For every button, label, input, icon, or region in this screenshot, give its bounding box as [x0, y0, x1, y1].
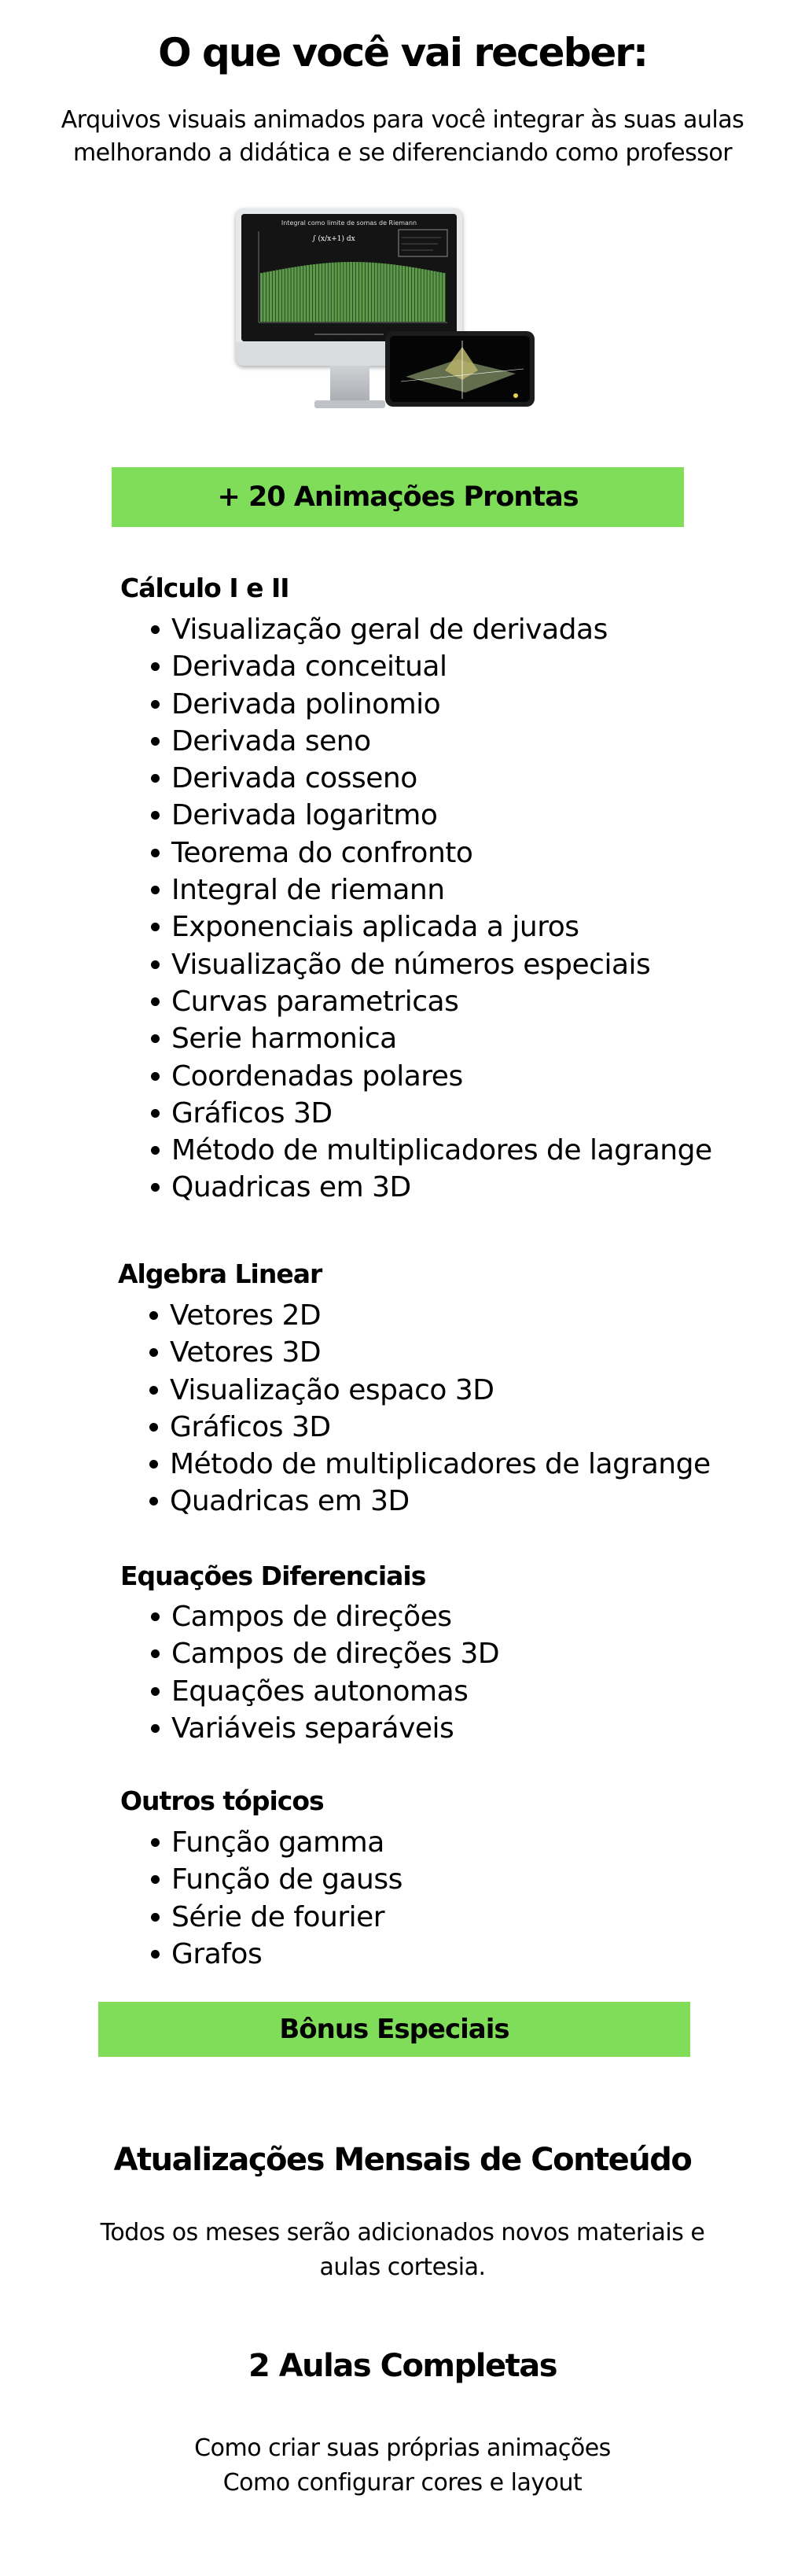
riemann-bar — [291, 267, 293, 322]
riemann-bar — [353, 262, 355, 322]
list-item: Vetores 2D — [170, 1297, 711, 1334]
riemann-bar — [310, 264, 312, 322]
riemann-bar — [307, 265, 309, 322]
riemann-bar — [334, 263, 336, 322]
bonus-banner: Bônus Especiais — [98, 2002, 690, 2057]
riemann-bar — [270, 271, 272, 322]
riemann-bar — [415, 268, 417, 322]
topic-list-outros-topicos — [171, 1824, 402, 1973]
list-item: Função de gauss — [171, 1861, 402, 1898]
subtitle-line-1: Arquivos visuais animados para você integrar às suas aulas — [61, 106, 744, 134]
list-item: Serie harmonica — [171, 1020, 712, 1057]
riemann-bar — [436, 272, 439, 322]
riemann-bar — [399, 266, 402, 322]
page-title: O que você vai receber: — [158, 30, 647, 76]
riemann-bar — [387, 264, 389, 322]
riemann-bar — [266, 272, 269, 322]
riemann-bar — [384, 263, 386, 322]
list-item: Método de multiplicadores de lagrange — [170, 1446, 711, 1483]
subtitle-line-2: melhorando a didática e se diferenciando como professor — [72, 139, 733, 167]
riemann-bar — [303, 266, 306, 322]
list-item: Campos de direções — [171, 1598, 499, 1635]
list-item: Gráficos 3D — [170, 1409, 711, 1446]
monitor-stand-base — [314, 400, 385, 408]
list-item: Campos de direções 3D — [171, 1635, 499, 1672]
bonus-updates-line-2: aulas cortesia. — [319, 2254, 486, 2281]
list-item: Teorema do confronto — [171, 835, 712, 872]
riemann-bar — [430, 271, 432, 322]
riemann-bar — [393, 264, 395, 322]
riemann-bar — [375, 263, 377, 322]
bonus-updates-line-1: Todos os meses serão adicionados novos materiais e — [100, 2219, 705, 2246]
riemann-bar — [427, 270, 429, 322]
riemann-bar — [424, 270, 426, 322]
riemann-bar — [260, 273, 263, 322]
svg-text:▁▁▁▁▁▁▁▁▁▁▁▁▁▁▁▁▁▁▁: ▁▁▁▁▁▁▁▁▁▁▁▁▁▁▁▁▁▁▁ — [314, 330, 384, 335]
riemann-bar — [319, 263, 322, 322]
list-item: Curvas parametricas — [171, 983, 712, 1020]
riemann-bar — [331, 263, 333, 322]
animations-banner: + 20 Animações Prontas — [112, 467, 684, 527]
list-item: Série de fourier — [171, 1899, 402, 1936]
section-heading-equacoes-diferenciais: Equações Diferenciais — [120, 1561, 426, 1591]
list-item: Derivada conceitual — [171, 648, 712, 685]
list-item: Exponenciais aplicada a juros — [171, 908, 712, 945]
riemann-bar — [359, 262, 362, 322]
riemann-bar — [316, 264, 318, 322]
list-item: Coordenadas polares — [171, 1058, 712, 1095]
riemann-bar — [356, 262, 358, 322]
riemann-bar — [390, 264, 392, 322]
list-item: Visualização de números especiais — [171, 946, 712, 983]
riemann-bar — [402, 266, 405, 322]
tablet — [385, 331, 535, 407]
page-subtitle — [0, 104, 805, 170]
tablet-screen — [390, 336, 530, 402]
section-heading-algebra-linear: Algebra Linear — [118, 1259, 322, 1289]
list-item: Equações autonomas — [171, 1673, 499, 1710]
riemann-bar — [276, 270, 278, 322]
list-item: Função gamma — [171, 1824, 402, 1861]
riemann-bar — [409, 267, 411, 322]
riemann-bar — [433, 271, 436, 322]
topic-list-calculo — [171, 611, 712, 1207]
riemann-bar — [297, 267, 300, 322]
riemann-bar — [406, 267, 408, 322]
list-item: Vetores 3D — [170, 1334, 711, 1371]
bonus-lessons-description — [0, 2431, 805, 2500]
riemann-bar — [350, 262, 352, 322]
riemann-bar — [366, 262, 368, 322]
bonus-updates-title: Atualizações Mensais de Conteúdo — [113, 2142, 692, 2178]
topic-list-algebra-linear — [170, 1297, 711, 1520]
riemann-bar — [418, 268, 421, 322]
list-item: Derivada logaritmo — [171, 797, 712, 834]
list-item: Derivada seno — [171, 723, 712, 760]
topic-list-equacoes-diferenciais — [171, 1598, 499, 1747]
section-heading-outros-topicos: Outros tópicos — [120, 1786, 324, 1816]
list-item: Integral de riemann — [171, 872, 712, 908]
list-item: Variáveis separáveis — [171, 1710, 499, 1747]
riemann-bar — [263, 272, 266, 322]
bonus-lessons-line-1: Como criar suas próprias animações — [194, 2434, 611, 2462]
riemann-bar — [340, 262, 343, 322]
list-item: Quadricas em 3D — [170, 1483, 711, 1520]
list-item: Derivada cosseno — [171, 760, 712, 797]
riemann-bar — [337, 262, 340, 322]
list-item: Visualização geral de derivadas — [171, 611, 712, 648]
riemann-bar — [439, 272, 442, 322]
bonus-updates-description — [0, 2216, 805, 2285]
riemann-bar — [273, 271, 275, 322]
riemann-bar — [412, 267, 414, 322]
riemann-bar — [325, 263, 328, 322]
riemann-bar — [288, 268, 290, 322]
list-item: Método de multiplicadores de lagrange — [171, 1132, 712, 1169]
riemann-bar — [372, 263, 374, 322]
riemann-bar — [344, 262, 346, 322]
riemann-bar — [443, 273, 445, 322]
list-item: Quadricas em 3D — [171, 1169, 712, 1206]
riemann-bar — [329, 263, 331, 322]
list-item: Grafos — [171, 1936, 402, 1973]
monitor-formula: ∫ (x/x+1) dx — [312, 235, 355, 243]
riemann-bar — [396, 265, 399, 322]
monitor-stand — [330, 366, 369, 402]
list-item: Derivada polinomio — [171, 686, 712, 723]
monitor-caption: Integral como limite de somas de Riemann — [281, 219, 417, 227]
riemann-bar — [322, 263, 325, 322]
surface-3d-illustration — [390, 336, 530, 402]
device-mockup-image — [236, 208, 550, 413]
riemann-bar — [300, 266, 303, 322]
riemann-bar — [285, 268, 287, 322]
riemann-bar — [279, 270, 281, 322]
riemann-bar — [380, 263, 383, 322]
riemann-bar — [377, 263, 380, 322]
riemann-bar — [313, 264, 315, 322]
riemann-bar — [282, 269, 285, 322]
riemann-bar — [347, 262, 349, 322]
list-item: Visualização espaco 3D — [170, 1372, 711, 1409]
bonus-lessons-title: 2 Aulas Completas — [248, 2348, 557, 2384]
riemann-bar — [421, 269, 424, 322]
riemann-bar — [294, 267, 296, 322]
section-heading-calculo: Cálculo I e II — [120, 573, 289, 603]
bonus-lessons-line-2: Como configurar cores e layout — [222, 2469, 583, 2497]
riemann-bar — [362, 262, 365, 322]
riemann-bar — [369, 263, 371, 322]
list-item: Gráficos 3D — [171, 1095, 712, 1132]
riemann-sum-illustration — [241, 214, 457, 341]
monitor-screen — [241, 214, 457, 341]
